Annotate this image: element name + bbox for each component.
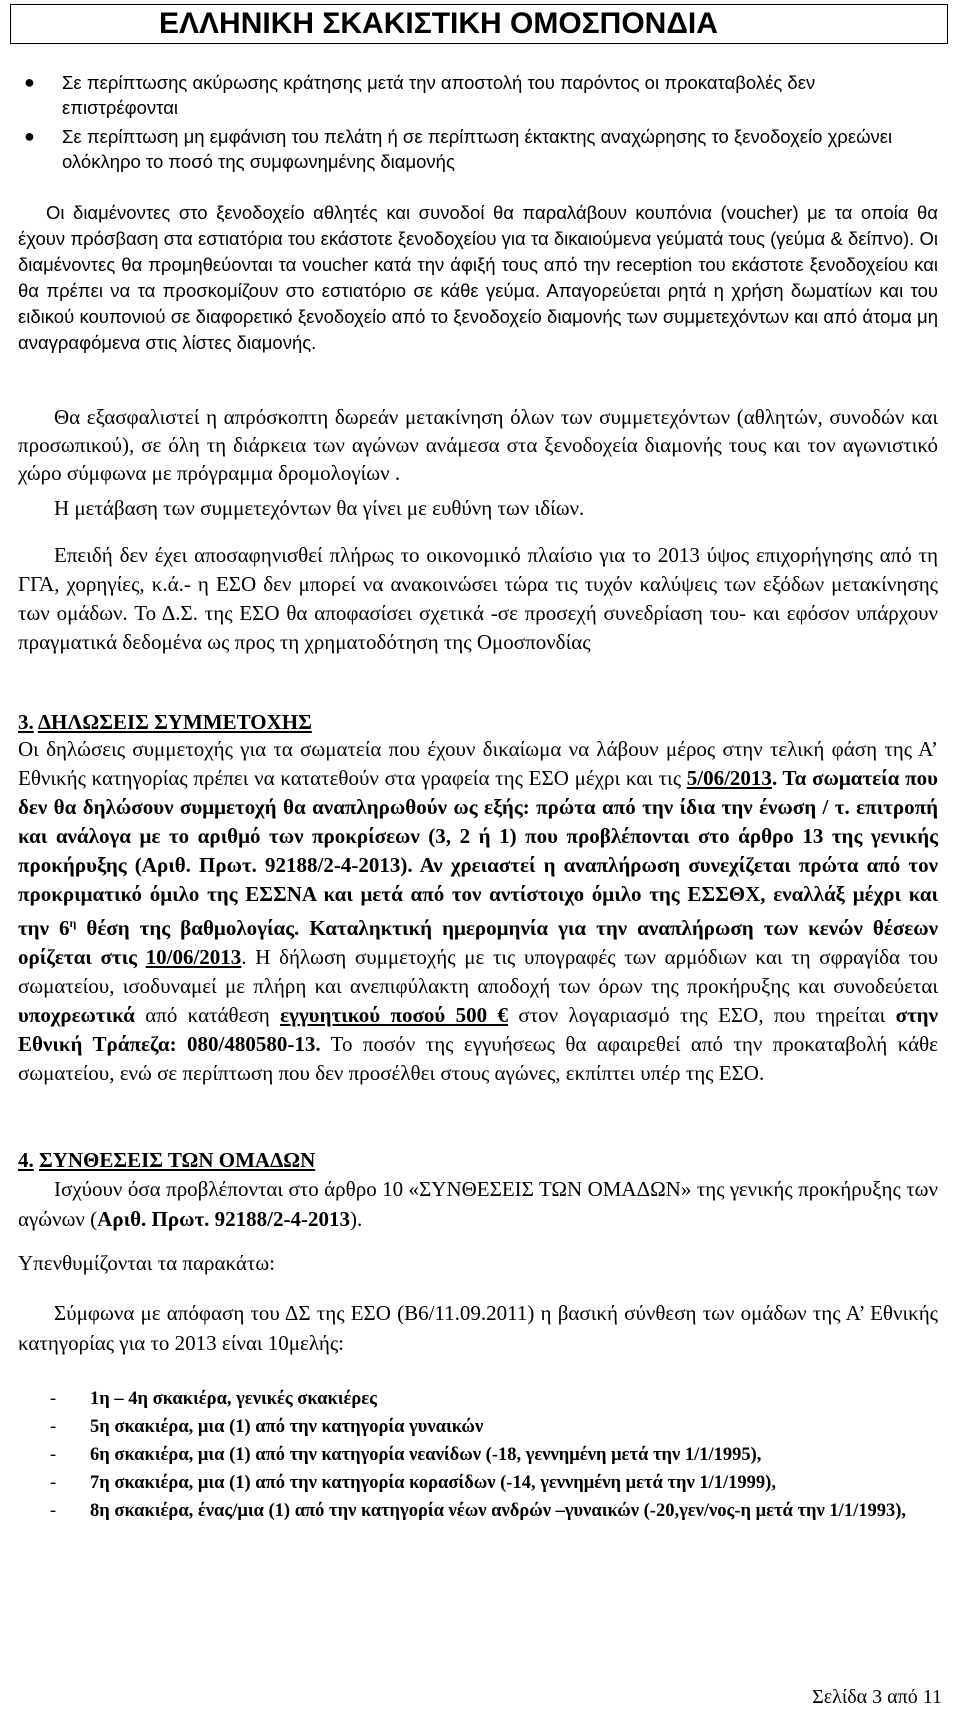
dash-icon: - — [50, 1389, 57, 1409]
bullet-icon: ● — [24, 126, 35, 146]
dash-icon: - — [50, 1445, 57, 1465]
list-item-text: 6η σκακιέρα, μια (1) από την κατηγορία νεανίδων (-18, γεννημένη μετά την 1/1/1995), — [90, 1445, 762, 1465]
section-heading-4 — [18, 1148, 315, 1173]
text: από κατάθεση — [134, 1003, 281, 1027]
text: Ισχύουν όσα προβλέπονται στο άρθρο 10 «ΣΥΝΘΕΣΕΙΣ ΤΩΝ ΟΜΑΔΩΝ» της γενικής προκήρυξης των αγώνων ( — [18, 1177, 938, 1231]
list-item — [24, 124, 932, 174]
text: . Τα σωματεία που δεν θα δηλώσουν συμμετοχή θα αναπληρωθούν ως εξής: πρώτα από την ίδια την ένωση / τ. επιτροπή και ανάλογα με το αριθμό των προκρίσεων (3, 2 ή 1) που προβλέπονται στο άρθρο 13 της γενικής προκήρυξης (Αριθ. Πρωτ. 92188/2-4-2013). Αν χρειαστεί η αναπλήρωση συνεχίζεται πρώτα από τον προκριματικό όμιλο της ΕΣΣΝΑ και μετά από τον αντίστοιχο όμιλο της ΕΣΣΘΧ, εναλλάξ μέχρι και την 6 — [18, 766, 938, 940]
bullet-icon: ● — [24, 72, 35, 92]
list-item — [50, 1469, 930, 1497]
section-title: ΣΥΝΘΕΣΕΙΣ ΤΩΝ ΟΜΑΔΩΝ — [39, 1148, 316, 1172]
list-item — [50, 1441, 930, 1469]
section-number: 4. — [18, 1148, 34, 1172]
bullet-text: Σε περίπτωσης ακύρωσης κράτησης μετά την αποστολή του παρόντος οι προκαταβολές δεν επιστρέφονται — [62, 72, 816, 118]
deadline-date: 5/06/2013 — [686, 766, 772, 790]
list-item-text: 1η – 4η σκακιέρα, γενικές σκακιέρες — [90, 1389, 377, 1409]
deposit-amount: εγγυητικού ποσού 500 € — [280, 1003, 509, 1027]
text: θέση της βαθμολογίας. Καταληκτική ημερομηνία για την αναπλήρωση των κενών θέσεων ορίζεται στις — [18, 916, 938, 969]
text: στον λογαριασμό της ΕΣΟ, που τηρείται — [508, 1003, 896, 1027]
page-title: ΕΛΛΗΝΙΚΗ ΣΚΑΚΙΣΤΙΚΗ ΟΜΟΣΠΟΝΔΙΑ — [10, 4, 948, 44]
text: Οι δηλώσεις συμμετοχής για τα σωματεία που έχουν δικαίωμα να λάβουν μέρος στην τελική φάση της Α’ Εθνικής κατηγορίας πρέπει να κατατεθούν στα γραφεία της ΕΣΟ μέχρι και τις — [18, 737, 938, 790]
deadline-date: 10/06/2013 — [145, 945, 242, 969]
section-number: 3. — [18, 710, 34, 734]
list-item-text: 5η σκακιέρα, μια (1) από την κατηγορία γυναικών — [90, 1417, 484, 1437]
list-item-text: 7η σκακιέρα, μια (1) από την κατηγορία κορασίδων (-14, γεννημένη μετά την 1/1/1999), — [90, 1473, 776, 1493]
paragraph-compositions — [18, 1174, 938, 1234]
bank-account: στην Εθνική Τράπεζα: 080/480580-13. — [18, 1003, 938, 1056]
list-item — [50, 1497, 930, 1525]
paragraph-funding: Επειδή δεν έχει αποσαφηνισθεί πλήρως το οικονομικό πλαίσιο για το 2013 ύψος επιχορήγησης από τη ΓΓΑ, χορηγίες, κ.ά.- η ΕΣΟ δεν μπορεί να ανακοινώσει τώρα τις τυχόν καλύψεις των εξόδων μετακίνησης των ομάδων. Το Δ.Σ. της ΕΣΟ θα αποφασίσει σχετικά -σε προσεχή συνεδρίαση του- και εφόσον υπάρχουν πραγματικά δεδομένα ως προς τη χρηματοδότηση της Ομοσπονδίας — [18, 543, 938, 654]
paragraph-entries — [18, 735, 938, 1088]
dash-icon: - — [50, 1417, 57, 1437]
board-list — [50, 1385, 930, 1525]
dash-icon: - — [50, 1473, 57, 1493]
list-item — [50, 1385, 930, 1413]
text: Το ποσόν της εγγυήσεως θα αφαιρεθεί από την προκαταβολή κάθε σωματείου, ενώ σε περίπτωση που δεν προσέλθει στους αγώνες, εκπίπτει υπέρ της ΕΣΟ. — [18, 1032, 938, 1085]
section-heading-3 — [18, 710, 312, 735]
bullet-text: Σε περίπτωση μη εμφάνιση του πελάτη ή σε περίπτωση έκτακτης αναχώρησης το ξενοδοχείο χρεώνει ολόκληρο το ποσό της συμφωνημένης διαμονής — [62, 126, 893, 172]
text: ). — [349, 1207, 363, 1231]
section-title: ΔΗΛΩΣΕΙΣ ΣΥΜΜΕΤΟΧΗΣ — [37, 710, 312, 734]
reference-number: Αριθ. Πρωτ. 92188/2-4-2013 — [97, 1207, 350, 1231]
page-number: Σελίδα 3 από 11 — [812, 1686, 942, 1708]
list-item — [50, 1413, 930, 1441]
paragraph-reminder: Υπενθυμίζονται τα παρακάτω: — [18, 1251, 275, 1275]
paragraph-travel: Η μετάβαση των συμμετεχόντων θα γίνει με ευθύνη των ιδίων. — [54, 496, 585, 520]
paragraph-decision: Σύμφωνα με απόφαση του ΔΣ της ΕΣΟ (Β6/11.09.2011) η βασική σύνθεση των ομάδων της Α’ Εθνικής κατηγορίας για το 2013 είναι 10μελής: — [18, 1301, 938, 1355]
list-item — [24, 70, 932, 120]
list-item-text: 8η σκακιέρα, ένας/μια (1) από την κατηγορία νέων ανδρών –γυναικών (-20,γεν/νος-η μετά την 1/1/1993), — [90, 1501, 906, 1521]
paragraph-transport: Θα εξασφαλιστεί η απρόσκοπτη δωρεάν μετακίνηση όλων των συμμετεχόντων (αθλητών, συνοδών και προσωπικού), σε όλη τη διάρκεια των αγώνων ανάμεσα στα ξενοδοχεία διαμονής τους και τον αγωνιστικό χώρο σύμφωνα με πρόγραμμα δρομολογίων . — [18, 405, 938, 485]
superscript: η — [69, 916, 77, 930]
text: . Η δήλωση συμμετοχής με τις υπογραφές των αρμόδιων και τη σφραγίδα του σωματείου, ισοδυναμεί με πλήρη και ανεπιφύλακτη αποδοχή των όρων της προκήρυξης και συνοδεύεται — [18, 945, 939, 998]
paragraph-vouchers: Οι διαμένοντες στο ξενοδοχείο αθλητές και συνοδοί θα παραλάβουν κουπόνια (voucher) με τα οποία θα έχουν πρόσβαση στα εστιατόρια του εκάστοτε ξενοδοχείου για τα δικαιούμενα γεύματά τους (γεύμα & δείπνο). Οι διαμένοντες θα προμηθεύονται τα voucher κατά την άφιξή τους από την reception του εκάστοτε ξενοδοχείου και θα πρέπει να τα προσκομίζουν στο εστιατόριο σε κάθε γεύμα. Απαγορεύεται ρητά η χρήση δωματίων και του ειδικού κουπονιού σε διαφορετικό ξενοδοχείο από το ξενοδοχείο διαμονής των συμμετεχόντων και από άτομα μη αναγραφόμενα στις λίστες διαμονής. — [18, 202, 938, 353]
text: υποχρεωτικά — [18, 1003, 135, 1027]
dash-icon: - — [50, 1501, 57, 1521]
